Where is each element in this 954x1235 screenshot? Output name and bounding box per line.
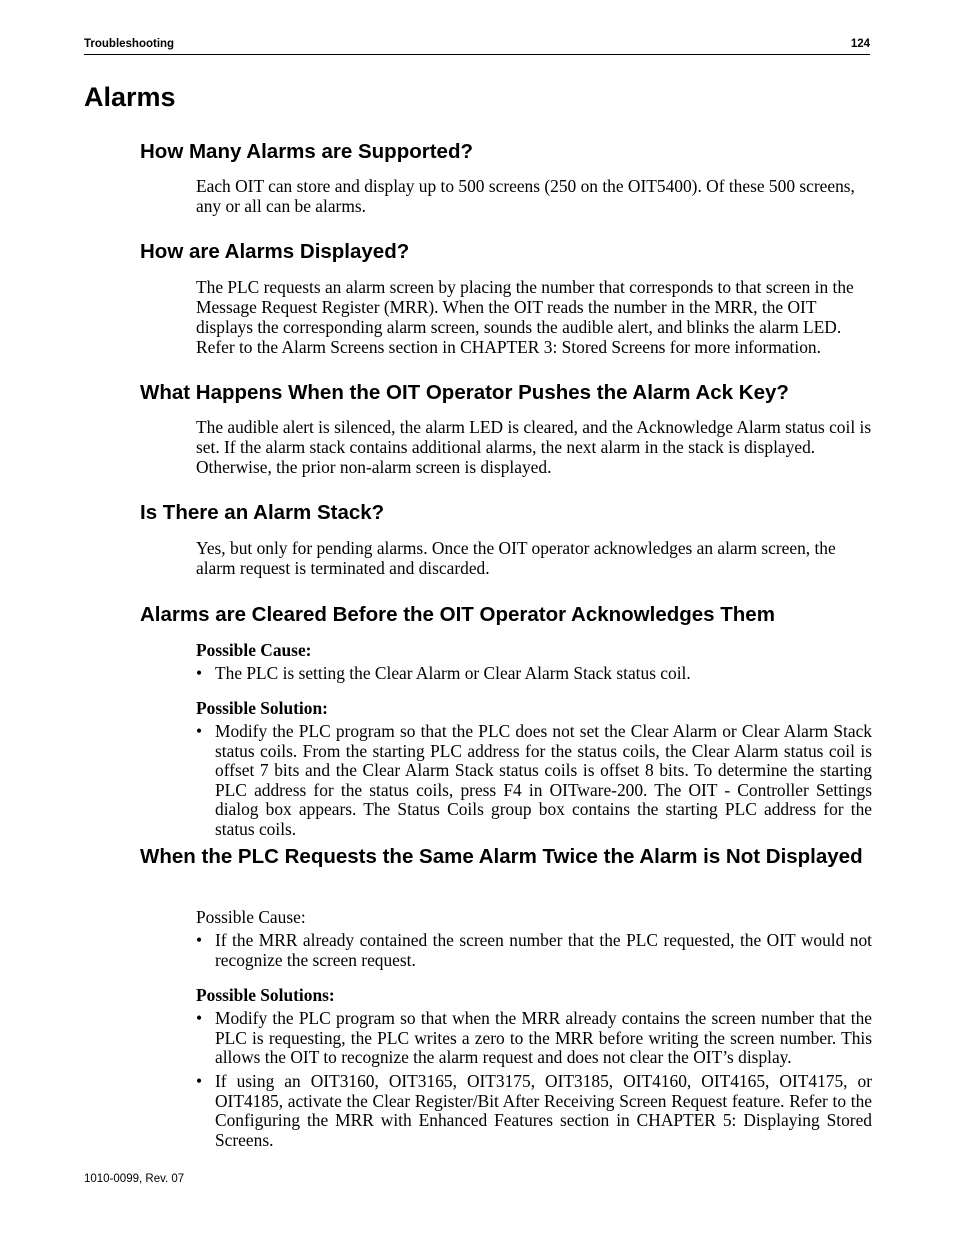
section-heading-alarm-ack-key: What Happens When the OIT Operator Pushes the Alarm Ack Key? xyxy=(140,381,789,404)
section-heading-same-alarm-twice: When the PLC Requests the Same Alarm Twice the Alarm is Not Displayed xyxy=(140,845,863,868)
page-number: 124 xyxy=(850,38,870,50)
list-item xyxy=(196,931,872,970)
possible-solution-label: Possible Solution: xyxy=(196,698,328,718)
list-item-text: The PLC is setting the Clear Alarm or Clear Alarm Stack status coil. xyxy=(215,663,691,683)
section-body-alarms-supported: Each OIT can store and display up to 500 screens (250 on the OIT5400). Of these 500 screens, any or all can be alarms. xyxy=(196,176,855,216)
bullet-icon: • xyxy=(196,721,203,741)
list-item-text: If the MRR already contained the screen number that the PLC requested, the OIT would not recognize the screen request. xyxy=(215,930,872,970)
section-body-alarms-displayed: The PLC requests an alarm screen by placing the number that corresponds to that screen in the Message Request Register (MRR). When the OIT reads the number in the MRR, the OIT displays the corresponding alarm screen, sounds the audible alert, and blinks the alarm LED. Refer to the Alarm Screens section in CHAPTER 3: Stored Screens for more information. xyxy=(196,277,854,357)
section-heading-alarms-displayed: How are Alarms Displayed? xyxy=(140,240,410,263)
list-item xyxy=(196,722,872,840)
header-section-title: Troubleshooting xyxy=(84,38,175,50)
list-item-text: Modify the PLC program so that when the MRR already contains the screen number that the PLC is requesting, the PLC writes a zero to the MRR before writing the screen number. This allows the OIT to recognize the alarm request and does not clear the OIT’s display. xyxy=(215,1008,872,1068)
possible-cause-label: Possible Cause: xyxy=(196,907,306,927)
list-item xyxy=(196,664,872,684)
bullet-icon: • xyxy=(196,1071,203,1091)
bullet-icon: • xyxy=(196,663,203,683)
section-heading-alarms-cleared: Alarms are Cleared Before the OIT Operator Acknowledges Them xyxy=(140,603,775,626)
list-item-text: Modify the PLC program so that the PLC does not set the Clear Alarm or Clear Alarm Stack status coils. From the starting PLC address for the status coils, the Clear Alarm status coil is offset 7 bits and the Clear Alarm Stack status coils is offset 8 bits. To determine the starting PLC address for the status coils, press F4 in OITware-200. The OIT - Controller Settings dialog box appears. The Status Coils group box contains the starting PLC address for the status coils. xyxy=(215,721,872,839)
possible-cause-label: Possible Cause: xyxy=(196,640,312,660)
section-body-alarm-ack-key: The audible alert is silenced, the alarm LED is cleared, and the Acknowledge Alarm status coil is set. If the alarm stack contains additional alarms, the next alarm in the stack is displayed. Otherwise, the prior non-alarm screen is displayed. xyxy=(196,417,872,477)
section-body-alarm-stack: Yes, but only for pending alarms. Once the OIT operator acknowledges an alarm screen, the alarm request is terminated and discarded. xyxy=(196,538,836,578)
list-item xyxy=(196,1072,872,1150)
bullet-icon: • xyxy=(196,930,203,950)
running-header xyxy=(84,38,870,55)
section-heading-alarm-stack: Is There an Alarm Stack? xyxy=(140,501,385,524)
section-heading-alarms-supported: How Many Alarms are Supported? xyxy=(140,140,473,163)
list-item-text: If using an OIT3160, OIT3165, OIT3175, OIT3185, OIT4160, OIT4165, OIT4175, or OIT4185, activate the Clear Register/Bit After Receiving Screen Request feature. Refer to the Configuring the MRR with Enhanced Features section in CHAPTER 5: Displaying Stored Screens. xyxy=(215,1071,872,1150)
bullet-icon: • xyxy=(196,1008,203,1028)
possible-solutions-label: Possible Solutions: xyxy=(196,985,335,1005)
footer-doc-number: 1010-0099, Rev. 07 xyxy=(84,1173,185,1185)
list-item xyxy=(196,1009,872,1068)
page-title: Alarms xyxy=(84,82,176,112)
